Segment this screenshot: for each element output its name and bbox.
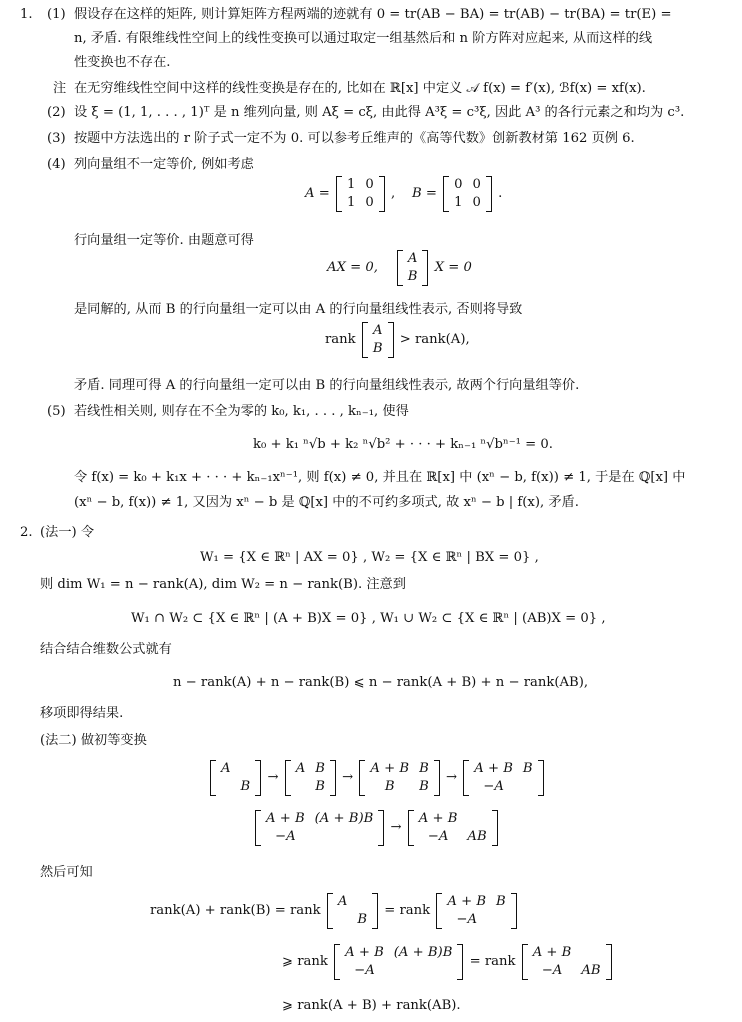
item4-line1: 列向量组不一定等价, 例如考虑 (74, 157, 254, 172)
matrix-cell: −A (354, 963, 375, 978)
problem-number-1: 1. (20, 7, 33, 22)
matrix-cell: A + B (447, 894, 487, 909)
eq-ax: AX = 0, (327, 260, 378, 275)
matrix-cell: B (522, 761, 533, 776)
matrix-cell: A (372, 323, 383, 338)
matrix-chain-1 (327, 893, 378, 929)
rank-chain-eq-2: = rank (469, 954, 516, 969)
matrix-cell: 0 (472, 195, 481, 210)
matrix-cell: −A (483, 779, 504, 794)
matrix-cell (216, 778, 236, 796)
matrix-chain-2 (436, 893, 516, 929)
transform-row-2 (253, 810, 500, 846)
matrix-cell: (A + B)B (314, 811, 374, 826)
matrix-cell: A + B (266, 811, 305, 826)
matrix-cell: B (496, 894, 506, 909)
matrix-A-over-B-2 (362, 322, 394, 358)
matrix-step-3 (359, 760, 439, 796)
rank-rhs: > rank(A), (399, 332, 470, 347)
equation-systems (327, 250, 472, 286)
rank-chain-ge: ⩾ rank (282, 954, 328, 969)
method2-intro: (法二) 做初等变换 (40, 733, 147, 748)
item3-text: 按题中方法选出的 r 阶子式一定不为 0. 可以参考丘维声的《高等代数》创新教材第 162 页例 6. (74, 131, 635, 146)
matrix-step-4 (463, 760, 543, 796)
matrix-cell (352, 893, 372, 911)
matrix-chain-3 (334, 944, 463, 980)
matrix-A (336, 176, 385, 212)
item-label-1: (1) (47, 7, 66, 22)
matrix-cell: B (407, 269, 418, 284)
item-label-5: (5) (47, 404, 66, 419)
matrix-cell: A + B (370, 761, 410, 776)
matrix-cell: B (315, 761, 325, 776)
arrow: → (342, 770, 354, 785)
inclusion-line: W₁ ∩ W₂ ⊂ {X ∈ ℝⁿ | (A + B)X = 0} , W₁ ∪ W₂ ⊂ {X ∈ ℝⁿ | (AB)X = 0} , (131, 611, 606, 626)
item-label-3: (3) (47, 131, 66, 146)
matrix-cell: 1 (346, 195, 356, 210)
matrix-cell: B (240, 779, 251, 794)
matrix-cell: 1 (346, 177, 356, 192)
matrix-cell: A (221, 761, 231, 776)
matrix-cell: A (337, 894, 348, 909)
item5-equation: k₀ + k₁ ⁿ√b + k₂ ⁿ√b² + · · · + kₙ₋₁ ⁿ√bⁿ⁻¹ = 0. (253, 437, 553, 452)
matrix-cell (389, 962, 458, 980)
matrix-cell (236, 760, 256, 778)
matrix-cell: B (384, 779, 395, 794)
matrix-cell: B (372, 341, 383, 356)
matrix-cell: AB (581, 963, 601, 978)
matrix-cell: 0 (454, 177, 463, 192)
then-line: 然后可知 (40, 865, 93, 880)
rank-chain-lhs: rank(A) + rank(B) = rank (150, 903, 321, 918)
item1-line2: n, 矛盾. 有限维线性空间上的线性变换可以通过取定一组基然后和 n 阶方阵对应起来, 从而这样的线 (74, 31, 653, 46)
matrix-step-6 (408, 810, 498, 846)
move-terms-line: 移项即得结果. (40, 706, 124, 721)
matrix-cell: (A + B)B (393, 945, 453, 960)
arrow: → (445, 770, 458, 785)
matrix-cell: B (357, 912, 368, 927)
matrix-cell (310, 828, 379, 846)
rank-chain-1 (150, 893, 519, 929)
matrix-A-over-B (397, 250, 429, 286)
eq-stacked: X = 0 (434, 260, 472, 275)
matrix-cell: A (407, 251, 418, 266)
matrix-cell: A + B (345, 945, 384, 960)
matrix-cell (518, 778, 538, 796)
arrow: → (267, 770, 279, 785)
item4-line4: 矛盾. 同理可得 A 的行向量组一定可以由 B 的行向量组线性表示, 故两个行向量组等价. (74, 378, 580, 393)
arrow: → (390, 820, 402, 835)
problem-number-2: 2. (20, 525, 33, 540)
matrix-cell: −A (427, 829, 449, 844)
matrix-step-1 (210, 760, 261, 796)
matrix-cell: B (315, 779, 325, 794)
matrix-cell: 0 (365, 195, 374, 210)
item5-line3: (xⁿ − b, f(x)) ≠ 1, 又因为 xⁿ − b 是 ℚ[x] 中的不可约多项式, 故 xⁿ − b | f(x), 矛盾. (74, 495, 579, 510)
matrix-cell: 0 (472, 177, 481, 192)
matrix-cell (333, 911, 353, 929)
matrix-cell: A (295, 761, 306, 776)
item4-line2: 行向量组一定等价. 由题意可得 (74, 233, 254, 248)
matrix-B-label: B = (411, 186, 437, 201)
matrix-chain-4 (522, 944, 612, 980)
combine-line: 结合结合维数公式就有 (40, 642, 172, 657)
matrix-step-5 (255, 810, 384, 846)
matrix-cell: B (419, 761, 429, 776)
item-label-4: (4) (47, 157, 66, 172)
matrix-step-2 (285, 760, 336, 796)
dimension-inequality: n − rank(A) + n − rank(B) ⩽ n − rank(A + B) + n − rank(AB), (173, 675, 589, 690)
matrix-cell: AB (467, 829, 487, 844)
matrix-cell: −A (456, 912, 477, 927)
transform-row-1 (208, 760, 546, 796)
matrix-cell: −A (275, 829, 296, 844)
item1-line3: 性变换也不存在. (74, 55, 171, 70)
matrix-cell (576, 944, 605, 962)
matrix-B (443, 176, 492, 212)
dimension-line: 则 dim W₁ = n − rank(A), dim W₂ = n − rank(B). 注意到 (40, 577, 406, 592)
item2-text: 设 ξ = (1, 1, . . . , 1)ᵀ 是 n 维列向量, 则 Aξ = cξ, 由此得 A³ξ = c³ξ, 因此 A³ 的各行元素之和均为 c³. (74, 105, 685, 120)
matrix-A-label: A = (305, 186, 330, 201)
matrix-cell: A + B (474, 761, 513, 776)
example-matrices: A = 1 0 1 0 , B = 0 0 1 0 . (305, 177, 503, 210)
matrix-cell (291, 778, 311, 796)
matrix-cell: 1 (454, 195, 463, 210)
note-text: 在无穷维线性空间中这样的线性变换是存在的, 比如在 ℝ[x] 中定义 𝒜 f(x) = f′(x), ℬf(x) = xf(x). (74, 81, 646, 96)
rank-chain-eq: = rank (384, 903, 431, 918)
item5-line1: 若线性相关则, 则存在不全为零的 k₀, k₁, . . . , kₙ₋₁, 使得 (74, 404, 409, 419)
matrix-cell: A + B (532, 945, 572, 960)
subspace-definitions: W₁ = {X ∈ ℝⁿ | AX = 0} , W₂ = {X ∈ ℝⁿ | BX = 0} , (200, 550, 539, 565)
item1-line1: 假设存在这样的矩阵, 则计算矩阵方程两端的迹就有 0 = tr(AB − BA) = tr(AB) − tr(BA) = tr(E) = (74, 7, 672, 22)
matrix-cell: A + B (418, 811, 458, 826)
item5-line2: 令 f(x) = k₀ + k₁x + · · · + kₙ₋₁xⁿ⁻¹, 则 f(x) ≠ 0, 并且在 ℝ[x] 中 (xⁿ − b, f(x)) ≠ 1, 于是在 ℚ[x] 中 (74, 470, 686, 485)
matrix-cell: B (419, 779, 429, 794)
item-label-2: (2) (47, 105, 66, 120)
rank-word: rank (325, 332, 356, 347)
rank-chain-2 (282, 944, 614, 980)
matrix-cell: −A (541, 963, 563, 978)
note-label: 注 (53, 81, 67, 96)
rank-inequality (325, 322, 470, 358)
matrix-cell (462, 810, 491, 828)
matrix-cell (491, 911, 511, 929)
item4-line3: 是同解的, 从而 B 的行向量组一定可以由 A 的行向量组线性表示, 否则将导致 (74, 302, 523, 317)
matrix-cell: 0 (365, 177, 374, 192)
final-inequality: ⩾ rank(A + B) + rank(AB). (282, 998, 461, 1013)
method1-intro: (法一) 令 (40, 525, 95, 540)
